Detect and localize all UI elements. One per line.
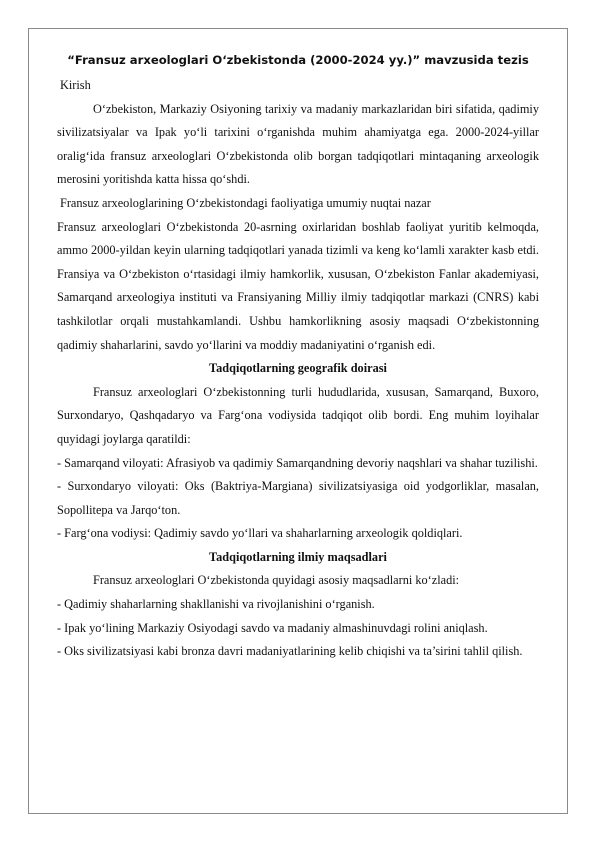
document-body: [57, 50, 539, 664]
overview-heading: Fransuz arxeologlarining O‘zbekistondagi faoliyatiga umumiy nuqtai nazar: [60, 195, 431, 210]
goals-paragraph: Fransuz arxeologlari O‘zbekistonda quyidagi asosiy maqsadlarni ko‘zladi:: [93, 573, 460, 588]
list-item: - Surxondaryo viloyati: Oks (Baktriya-Margiana) sivilizatsiyasiga oid yodgorliklar, masalan, Sopollitepa va Jarqo‘ton.: [57, 479, 539, 517]
intro-paragraph: O‘zbekiston, Markaziy Osiyoning tarixiy va madaniy markazlaridan biri sifatida, qadimiy sivilizatsiyalar va Ipak yo‘li tarixini o‘rganishda muhim ahamiyatga ega. 2000-2024-yillar oralig‘ida fransuz arxeologlari O‘zbekistonda olib borgan tadqiqotlari mintaqaning arxeologik merosini yoritishda katta hissa qo‘shdi.: [57, 101, 539, 187]
list-item: - Ipak yo‘lining Markaziy Osiyodagi savdo va madaniy almashinuvdagi rolini aniqlash.: [57, 620, 488, 635]
geography-paragraph: Fransuz arxeologlari O‘zbekistonning turli hududlarida, xususan, Samarqand, Buxoro, Surxondaryo, Qashqadaryo va Farg‘ona vodiysida tadqiqot olib bordi. Eng muhim loyihalar quyidagi joylarga qaratildi:: [57, 384, 539, 446]
list-item: - Oks sivilizatsiyasi kabi bronza davri madaniyatlarining kelib chiqishi va ta’sirini tahlil qilish.: [57, 644, 523, 659]
geography-heading: Tadqiqotlarning geografik doirasi: [209, 361, 387, 376]
geography-list: [57, 452, 539, 546]
overview-paragraph: Fransuz arxeologlari O‘zbekistonda 20-asrning oxirlaridan boshlab faoliyat yuritib kelmoqda, ammo 2000-yildan keyin ularning tadqiqotlari yanada tizimli va keng ko‘lamli xarakter kasb etdi. Fransiya va O‘zbekiston o‘rtasidagi ilmiy hamkorlik, xususan, O‘zbekiston Fanlar akademiyasi, Samarqand arxeologiya instituti va Fransiyaning Milliy ilmiy tadqiqotlar markazi (CNRS) kabi tashkilotlar orqali mustahkamlandi. Ushbu hamkorlikning asosiy maqsadi O‘zbekistonning qadimiy shaharlarini, savdo yo‘llarini va moddiy madaniyatini o‘rganish edi.: [57, 219, 539, 352]
list-item: - Farg‘ona vodiysi: Qadimiy savdo yo‘llari va shaharlarning arxeologik qoldiqlari.: [57, 526, 463, 541]
goals-heading: Tadqiqotlarning ilmiy maqsadlari: [209, 549, 387, 564]
document-title: “Fransuz arxeologlari O‘zbekistonda (2000-2024 yy.)” mavzusida tezis: [67, 53, 529, 67]
intro-heading: Kirish: [60, 78, 91, 92]
goals-list: [57, 593, 539, 664]
list-item: - Samarqand viloyati: Afrasiyob va qadimiy Samarqandning devoriy naqshlari va shahar tuzilishi.: [57, 455, 538, 470]
list-item: - Qadimiy shaharlarning shakllanishi va rivojlanishini o‘rganish.: [57, 597, 375, 612]
